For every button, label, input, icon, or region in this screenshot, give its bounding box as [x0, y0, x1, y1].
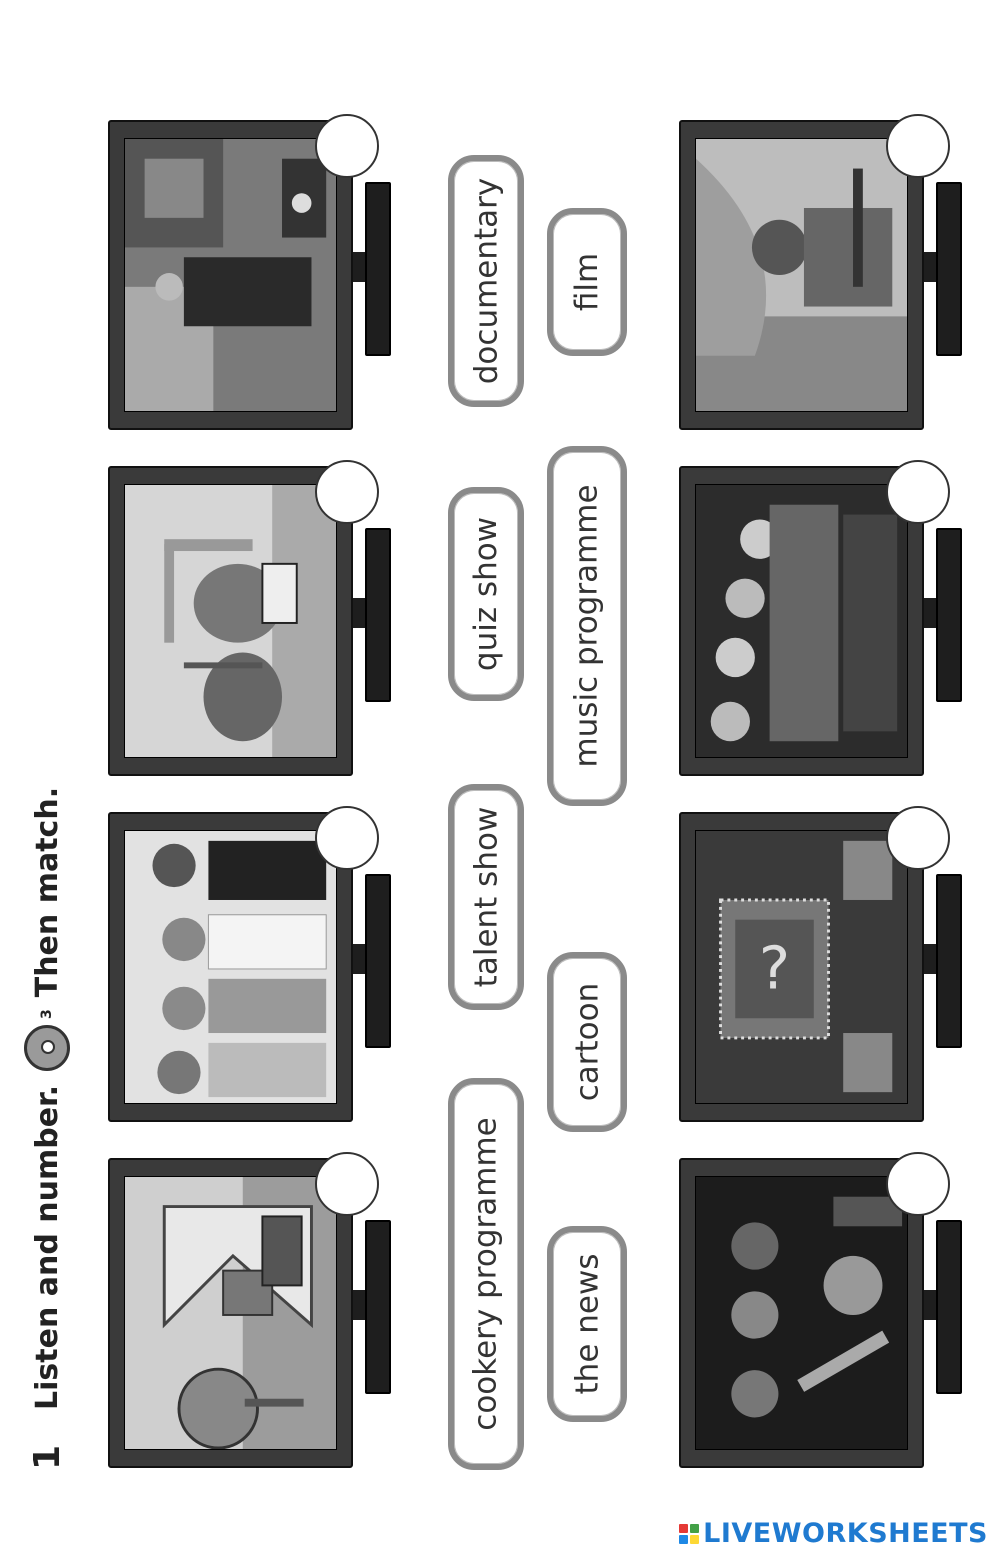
word-label: the news — [569, 1253, 606, 1395]
umbrella-icon — [696, 139, 907, 411]
detective-icon — [125, 139, 336, 411]
instruction-heading — [12, 0, 82, 1490]
tv-cartoon — [108, 1158, 353, 1468]
answer-circle[interactable] — [315, 1152, 379, 1216]
word-documentary[interactable] — [448, 155, 524, 407]
word-label: cookery programme — [468, 1117, 504, 1431]
word-label: music programme — [569, 484, 606, 768]
word-film[interactable] — [547, 208, 627, 356]
chef-icon — [125, 831, 336, 1103]
instruction-text-1: Listen and number. — [29, 1085, 65, 1410]
answer-circle[interactable] — [315, 806, 379, 870]
tv-stand — [936, 528, 962, 702]
tv-band — [679, 1158, 924, 1468]
answer-circle[interactable] — [886, 114, 950, 178]
word-label: quiz show — [468, 516, 504, 672]
word-quiz-show[interactable] — [448, 487, 524, 701]
track-number: 3 — [39, 1009, 55, 1020]
tv-stand — [365, 182, 391, 356]
tv-dancers — [679, 466, 924, 776]
word-cartoon[interactable] — [547, 952, 627, 1132]
tv-stand — [365, 528, 391, 702]
dancers-scene — [695, 484, 908, 758]
dancers-icon — [696, 485, 907, 757]
cartoon-icon — [125, 1177, 336, 1449]
question-mark-icon: ? — [758, 933, 791, 1003]
answer-circle[interactable] — [886, 460, 950, 524]
cartoon-house-scene — [124, 1176, 337, 1450]
exercise-number: 1 — [26, 1444, 68, 1470]
safari-animals-scene — [124, 484, 337, 758]
cooks-scene — [124, 830, 337, 1104]
word-label: film — [569, 252, 605, 312]
word-music-programme[interactable] — [547, 446, 627, 806]
word-the-news[interactable] — [547, 1226, 627, 1422]
band-concert-scene — [695, 1176, 908, 1450]
liveworksheets-logo — [679, 1518, 988, 1549]
giraffe-icon — [125, 485, 336, 757]
tv-stand — [365, 874, 391, 1048]
tv-safari — [108, 466, 353, 776]
word-label: talent show — [468, 806, 504, 988]
quiz-stage-art — [696, 831, 907, 1103]
tv-reporter — [679, 120, 924, 430]
tv-cooks — [108, 812, 353, 1122]
answer-circle[interactable] — [315, 114, 379, 178]
answer-circle[interactable] — [886, 806, 950, 870]
tv-stand — [936, 1220, 962, 1394]
reporter-umbrella-scene — [695, 138, 908, 412]
tv-detective — [108, 120, 353, 430]
word-label: documentary — [468, 177, 504, 385]
tv-quiz — [679, 812, 924, 1122]
detective-street-scene — [124, 138, 337, 412]
answer-circle[interactable] — [315, 460, 379, 524]
band-icon — [696, 1177, 907, 1449]
word-talent-show[interactable] — [448, 784, 524, 1010]
tv-stand — [936, 182, 962, 356]
instruction-text-2: Then match. — [29, 786, 65, 998]
audio-cd-icon[interactable] — [24, 1025, 70, 1071]
logo-icon — [679, 1524, 699, 1544]
word-cookery-programme[interactable] — [448, 1078, 524, 1470]
word-label: cartoon — [569, 982, 605, 1102]
tv-stand — [365, 1220, 391, 1394]
quiz-stage-scene — [695, 830, 908, 1104]
logo-text: LIVEWORKSHEETS — [703, 1518, 988, 1549]
answer-circle[interactable] — [886, 1152, 950, 1216]
tv-stand — [936, 874, 962, 1048]
